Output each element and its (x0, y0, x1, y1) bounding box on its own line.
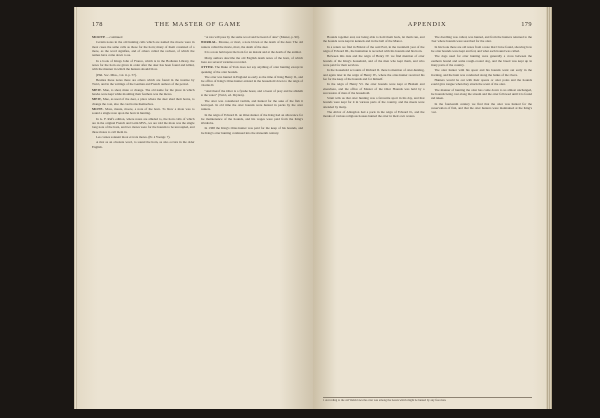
paragraph-text: Many authors describe the old English death notes of the horn, of which there are several varieties recorded. (200, 55, 303, 64)
paragraph (92, 107, 195, 116)
paragraph-text: The otter was hunted in England as early as the time of King Henry II., and the office of King's Otter-hunter existed in the household down to the reign of Charles II. (200, 74, 303, 88)
paragraph-text: Strutt tells us that otter hunting was a favourite sport in his day, and that hounds were kept for it in various parts of the country, and the meets were attended by many. (323, 96, 425, 109)
paragraph (92, 78, 195, 87)
paragraph (92, 140, 195, 149)
paragraph-text: In the reign of Edward II. an Otter-hunter of the King had an allowance for the maintenance of the hounds, and his wages were paid from the King's Wardrobe. (200, 112, 303, 125)
entry-headword: MEW, (92, 97, 102, 102)
paragraph-text: The Duke of York does not say anything of otter hunting except in speaking of the otter hounds. (200, 65, 303, 74)
paragraph (323, 54, 425, 67)
paragraph-text: In a return we find in Bristol of the said Earl, in the twentieth year of the reign of Edward III., the huntsman is recorded with his hounds and his horn. (323, 44, 425, 53)
paragraph (201, 126, 304, 135)
entry-headword: MOOTE (92, 35, 106, 39)
right-column-2 (431, 35, 533, 405)
paragraph (92, 73, 195, 77)
entry-headword: MORRAL. (200, 40, 218, 45)
paragraph (201, 65, 304, 74)
paragraph-text: In the household accounts of Richard II. there is mention of otter-hunting, and again later in the reign of Henry IV., where the otter-hunter received his fee for the keep of the hounds and for himself. (323, 68, 425, 81)
paragraph-text: Mote, meute, moote, a note of the horn. To blow a mote was to sound a single note upon the horn in hunting. (92, 107, 195, 116)
paragraph (92, 59, 195, 72)
right-page (313, 7, 552, 409)
paragraph-text: In the fourteenth century we find that the otter was hunted for the preservation of fish, and that the otter hunters were maintained at the King's cost. (430, 101, 532, 115)
paragraph-text: In 1368 the King's Otter-hunter was paid for the keep of his hounds, and the King's otter hunting continued into the sixteenth century. (200, 126, 303, 135)
paragraph-text: Besides these notes there are others which are found in the treatise by Twici, and in the writings of the German and French authors of the period. (92, 78, 195, 87)
right-running-title: APPENDIX (407, 21, 447, 28)
paragraph (201, 99, 304, 112)
paragraph (431, 102, 533, 115)
entry-headword: OTTER. (200, 65, 214, 70)
paragraph-text: The dwelling was called, was hunted, and from the hunters returned to the river where hounds were searched for the otter. (430, 35, 532, 44)
paragraph-text: In a book of Kings John of France, which is in the Bodleian Library, the notes for the horn are given in order after the deer has been found and killed, with the manner in which the hunters should blow. (92, 58, 195, 72)
paragraph-text: Mue, to shed, mute or change. The old name for the place in which hawks were kept while moulting their feathers was the mews. (92, 87, 195, 96)
paragraph (323, 45, 425, 54)
paragraph (92, 135, 195, 139)
paragraph (323, 110, 425, 119)
paragraph (201, 113, 304, 126)
paragraph-text: The manner of hunting the otter has come down to us almost unchanged, the hounds being cast along the stream and the otter followed until it is found and taken. (430, 87, 532, 101)
paragraph-text: Les cornes sonnent moot et trois motes. (Pr. à Ysengr. 7). (96, 134, 171, 139)
left-page (74, 7, 313, 409)
paragraph (201, 89, 304, 98)
paragraph (431, 35, 533, 44)
paragraph-text: The otter hunter with his spear and his hounds went out early in the morning, and the hunt was conducted along the banks of the rivers. (430, 68, 532, 77)
left-running-head (92, 21, 303, 28)
paragraph (431, 54, 533, 67)
paragraph (201, 35, 304, 39)
paragraph (431, 88, 533, 101)
paragraph (323, 68, 425, 81)
paragraph (92, 35, 195, 39)
entry-headword: MOTE. (92, 107, 104, 112)
paragraph (92, 117, 195, 134)
left-column-1 (92, 35, 195, 405)
paragraph (92, 88, 195, 97)
paragraph (92, 97, 195, 106)
paragraph (201, 75, 304, 88)
paragraph-text: In G. F. Ruf's edition, where notes are alluded to, the horn calls of which are in the original French and Latin MSS., we are told the mote was the single long note of the horn, and two motes were for the hounds to be uncoupled, and three motes to call them in. (92, 116, 195, 134)
left-running-title: THE MASTER OF GAME (154, 21, 242, 28)
paragraph-text: A mot as an obsolete word, to sound the horn, as also occurs in the older English. (92, 140, 195, 149)
paragraph-text: Mue, as used of the deer, a place where the deer shed their horns, to change the coat, also the cast horns themselves. (92, 97, 195, 106)
open-book (74, 7, 552, 409)
right-page-number: 179 (521, 21, 532, 28)
paragraph-text: Mouree, or mort, a note blown at the death of the deer. The old hunters called the morte, mort, the death of the deer. (200, 40, 303, 49)
right-column-1 (323, 35, 425, 405)
paragraph (201, 56, 304, 65)
paragraph-text: In the reign of Henry VI. the otter hounds were kept at Bisham and elsewhere, and the office of Master of the Otter Hounds was held by a succession of men of the household. (323, 82, 425, 95)
paragraph-text: It is a note held upon the horn for an instant and at the death of the animal. (204, 50, 302, 55)
right-columns (323, 35, 532, 405)
paragraph (201, 40, 304, 49)
left-columns (92, 35, 303, 405)
paragraph-text: Hunters would be out with their spears or otter poles and the hounds would give tongue when they struck the scent of the otter. (430, 78, 532, 87)
paragraph (323, 96, 425, 109)
paragraph-text: "A tota will pass by the same wood and be heard of aine" (Master, p. 90). (204, 35, 300, 39)
entry-headword: MEW. (92, 87, 102, 92)
paragraph-text: In his book there are old notes from a note that I have found, showing how the otter hounds were kept and fed, and what each hound was called. (430, 44, 532, 53)
paragraph-text: Certain notes in the old hunting calls which are named the moote were in most cases the same calls as those for the horn; many of them consisted of a mote, as the word signifies, and of others called the recheat, of which the names have come down to us. (92, 40, 195, 58)
paragraph-text: The Abbot of Abingdon had a pack in the reign of Edward II., and the monks of various religious houses hunted the otter in their own waters. (323, 110, 425, 119)
paragraph-text: Hounds together and, not being able to hold them back, let them run, and the hounds were kept in kennels and in the hall of the Manor. (323, 35, 425, 44)
left-column-2 (201, 35, 304, 405)
right-footnote: 1 According to the old Welsh laws the otter was among the beasts which might be hunted by any free man. (323, 397, 532, 403)
paragraph (323, 35, 425, 44)
paragraph (92, 40, 195, 57)
paragraph-text: —continued (106, 35, 123, 39)
paragraph-text: "And therof the Otter is a fysshe beest, and a beest of prey and he abideth in the water" (Twici, ed. Dryden). (200, 88, 303, 98)
paragraph (431, 78, 533, 87)
paragraph (431, 68, 533, 77)
paragraph (431, 45, 533, 54)
paragraph-text: The otter was considered vermin, and hunted for the sake of the fish it destroyed. In old time the otter hounds were hunted in packs by the otter hunters. (200, 98, 303, 112)
paragraph-text: Between this date and the reign of Henry IV. we find mention of otter hounds of the King's household, and of the men who kept them, and who were paid for their services. (323, 54, 425, 67)
paragraph (323, 82, 425, 95)
right-running-head (323, 21, 532, 28)
left-page-number: 178 (92, 21, 103, 28)
paragraph-text: (Phil. Soc. Miss., vol. ii. p. 57). (96, 72, 137, 77)
paragraph (201, 50, 304, 54)
paragraph-text: The dogs used for otter hunting were generally a cross between the southern hound and some rough-coated dog, and the breed was kept up in many parts of the country. (430, 54, 532, 67)
